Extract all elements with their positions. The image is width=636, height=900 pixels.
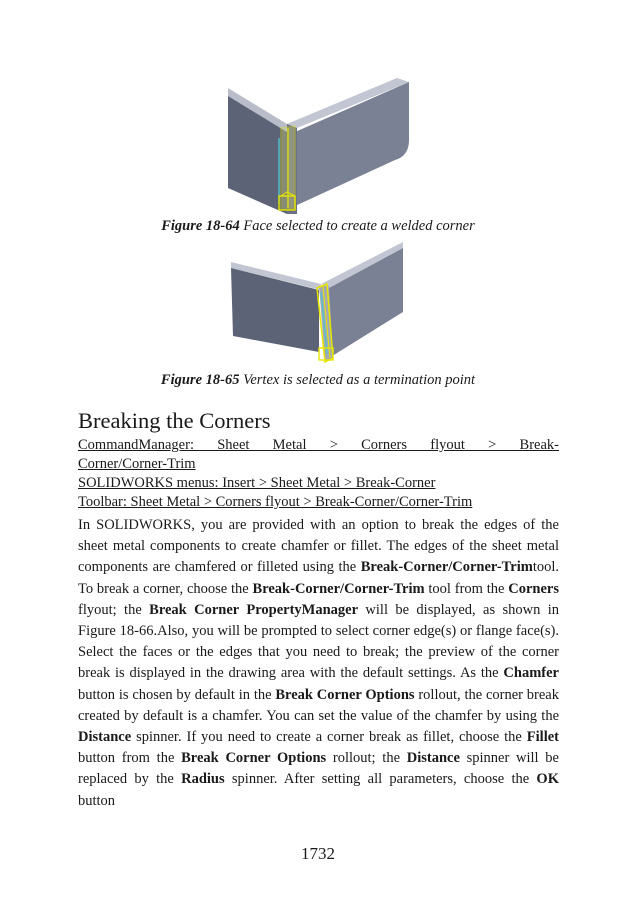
body-paragraph: [78, 515, 559, 812]
bold-term: Break Corner Options: [181, 750, 327, 767]
body-text: spinner will be replaced by the: [78, 750, 559, 788]
bold-term: Break Corner PropertyManager: [149, 601, 359, 618]
body-text: rollout; the: [326, 750, 407, 767]
figure-label: Figure 18-64: [161, 218, 240, 234]
figure-18-65-image: [229, 240, 407, 366]
body-text: button from the: [78, 750, 182, 767]
bold-term: Corners: [508, 580, 559, 597]
body-text: In SOLIDWORKS, you are provided with an option to break the edges of the sheet metal components to create chamfer or fillet. The edges of the sheet metal components are chamfered or filleted using the: [78, 517, 559, 576]
figure-18-64-image: [225, 76, 415, 214]
bold-term: Break Corner Options: [275, 686, 415, 703]
body-text: button is chosen by default in the: [78, 686, 276, 703]
toolbar-path: Toolbar: Sheet Metal > Corners flyout > Break-Corner/Corner-Trim: [78, 494, 473, 510]
body-text: button: [78, 792, 116, 809]
bold-term: Distance: [406, 750, 460, 767]
body-text: will be displayed, as shown in Figure 18-66.Also, you will be prompted to select corner edge(s) or flange face(s). Select the faces or the edges that you need to break; the preview of the corner break is displayed in the drawing area with the default settings. As the: [78, 601, 559, 682]
page-number: 1732: [301, 844, 335, 863]
figure-18-65-caption: [0, 372, 636, 389]
figure-label: Figure 18-65: [160, 372, 240, 388]
body-text: spinner. After setting all parameters, choose the: [224, 771, 537, 788]
bold-term: Chamfer: [503, 665, 559, 682]
commandmanager-path-continued: Corner/Corner-Trim: [78, 456, 196, 472]
bold-term: Fillet: [526, 729, 559, 746]
solidworks-menus-path: SOLIDWORKS menus: Insert > Sheet Metal > Break-Corner: [78, 475, 436, 491]
body-text: tool. To break a corner, choose the: [78, 559, 559, 597]
figure-caption-text: Face selected to create a welded corner: [239, 218, 475, 234]
section-heading: Breaking the Corners: [78, 408, 271, 433]
bold-term: Break-Corner/Corner-Trim: [360, 559, 533, 576]
body-text: flyout; the: [78, 601, 150, 618]
body-text: spinner. If you need to create a corner break as fillet, choose the: [131, 729, 527, 746]
commandmanager-path: CommandManager: Sheet Metal > Corners flyout > Break-: [78, 437, 559, 453]
bold-term: Distance: [78, 729, 132, 746]
figure-18-64-caption: [0, 218, 636, 235]
bold-term: OK: [536, 771, 559, 788]
bold-term: Break-Corner/Corner-Trim: [252, 580, 425, 597]
bold-term: Radius: [181, 771, 225, 788]
body-text: rollout, the corner break created by default is a chamfer. You can set the value of the chamfer by using the: [78, 686, 559, 724]
figure-caption-text: Vertex is selected as a termination point: [239, 372, 476, 388]
body-text: tool from the: [424, 580, 509, 597]
